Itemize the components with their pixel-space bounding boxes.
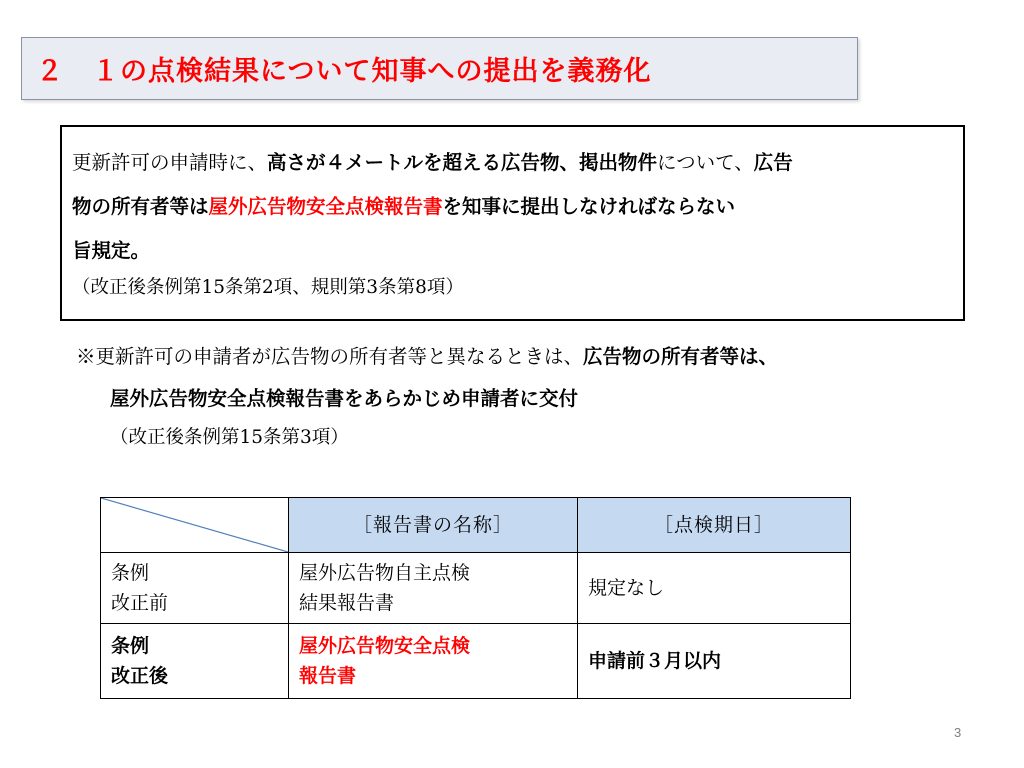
row-label-after xyxy=(101,624,289,699)
report-name-line-2: 報告書 xyxy=(299,665,357,687)
note-reference: （改正後条例第15条第3項） xyxy=(110,427,349,448)
table-header-row xyxy=(101,498,851,553)
report-name-line-1: 屋外広告物安全点検 xyxy=(299,635,471,657)
report-name-highlight: 屋外広告物安全点検報告書 xyxy=(208,195,443,218)
main-line-2-bold-2: を知事に提出しなければならない xyxy=(442,195,736,218)
header-report-name: ［報告書の名称］ xyxy=(289,498,578,553)
inspection-date-before: 規定なし xyxy=(578,553,851,624)
main-line-2 xyxy=(72,185,963,229)
row-label-before xyxy=(101,553,289,624)
main-content-box xyxy=(60,125,965,321)
row-label-line-2: 改正後 xyxy=(111,665,169,687)
note-section xyxy=(76,336,976,456)
row-label-line-2: 改正前 xyxy=(111,592,169,614)
comparison-table xyxy=(100,497,851,699)
table-row xyxy=(101,553,851,624)
inspection-date-after: 申請前３月以内 xyxy=(578,624,851,699)
main-line-2-bold: 物の所有者等は xyxy=(72,195,209,218)
row-label-line-1: 条例 xyxy=(111,635,150,657)
note-line-1 xyxy=(76,336,976,378)
main-line-3 xyxy=(72,229,963,273)
page-number: 3 xyxy=(954,725,962,740)
main-line-1 xyxy=(72,141,963,185)
table-corner-cell xyxy=(101,498,289,553)
note-line-1-bold: 広告物の所有者等は、 xyxy=(583,345,779,368)
note-line-1-text: ※更新許可の申請者が広告物の所有者等と異なるときは、 xyxy=(76,345,584,368)
report-name-after xyxy=(289,624,578,699)
main-reference: （改正後条例第15条第2項、規則第3条第8項） xyxy=(72,277,464,298)
report-name-before xyxy=(289,553,578,624)
main-line-3-bold: 旨規定。 xyxy=(72,239,151,262)
table-row xyxy=(101,624,851,699)
note-line-2-bold: 屋外広告物安全点検報告書をあらかじめ申請者に交付 xyxy=(110,387,579,410)
report-name-line-2: 結果報告書 xyxy=(299,592,395,614)
row-label-line-1: 条例 xyxy=(111,562,150,584)
main-line-1-bold-2: 広告 xyxy=(753,151,793,174)
slide-title: ２ １の点検結果について知事への提出を義務化 xyxy=(36,56,652,87)
main-line-1-text: 更新許可の申請時に、 xyxy=(72,151,268,174)
diagonal-line xyxy=(101,498,288,552)
header-inspection-date: ［点検期日］ xyxy=(578,498,851,553)
note-line-2 xyxy=(76,378,976,420)
report-name-line-1: 屋外広告物自主点検 xyxy=(299,562,471,584)
slide-title-box xyxy=(21,37,858,100)
main-line-1-bold: 高さが４メートルを超える広告物、掲出物件 xyxy=(267,151,658,174)
main-line-1-text-2: について、 xyxy=(657,151,754,174)
